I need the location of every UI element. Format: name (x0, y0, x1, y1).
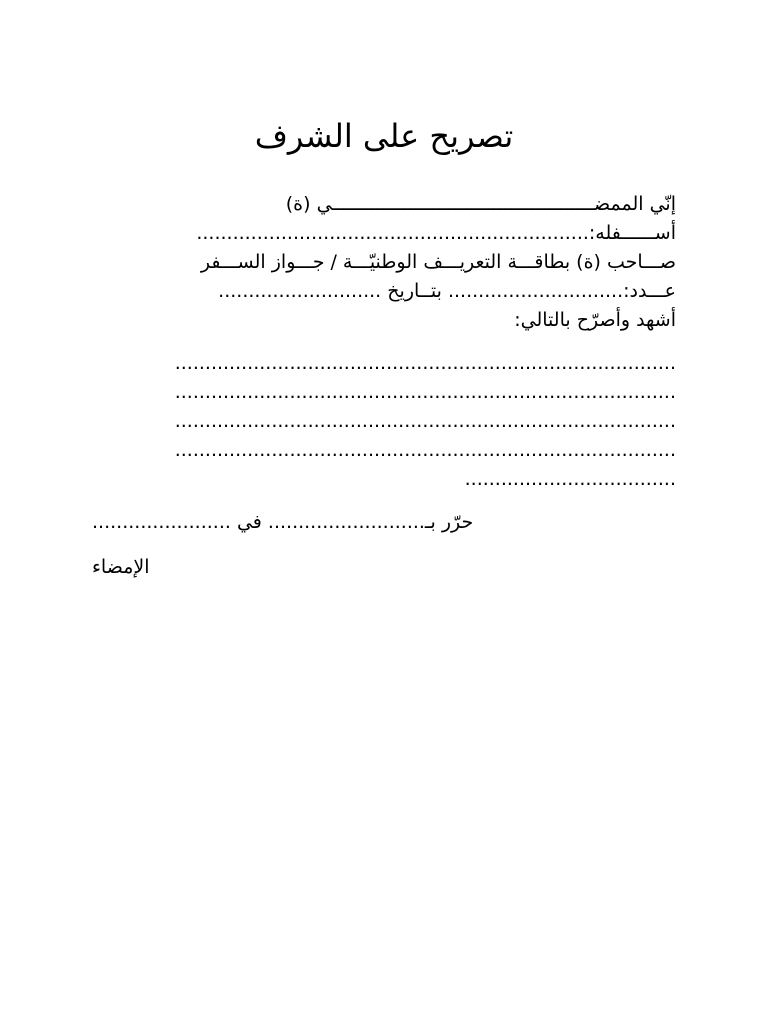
signature-label: الإمضاء (92, 556, 150, 578)
declaration-line: أشهد وأصرّح بالتالي: (514, 309, 676, 331)
number-date-line: عـــدد:............................. بتــاريخ ........................... (218, 280, 676, 302)
blank-line: ................................................................................... (174, 381, 676, 403)
blank-line: ................................................................................... (174, 439, 676, 461)
page-title: تصريح على الشرف (254, 117, 514, 155)
declarant-line: إنّي الممضـــــــــــــــــــــــــــــــــــــــــــــــي (ة) (285, 193, 676, 215)
blank-line: ................................................................................... (174, 410, 676, 432)
undersigned-line: أســــــفله:................................................................. (196, 222, 676, 244)
id-card-line: صـــاحب (ة) بطاقـــة التعريـــف الوطنيّـــة / جـــواز الســـفر (200, 251, 676, 273)
place-date-line: حرّر بـ.......................... في ....................... (92, 511, 474, 533)
document-body (92, 190, 676, 582)
blank-line: ................................................................................... (174, 352, 676, 374)
blank-line: ................................... (464, 468, 676, 490)
